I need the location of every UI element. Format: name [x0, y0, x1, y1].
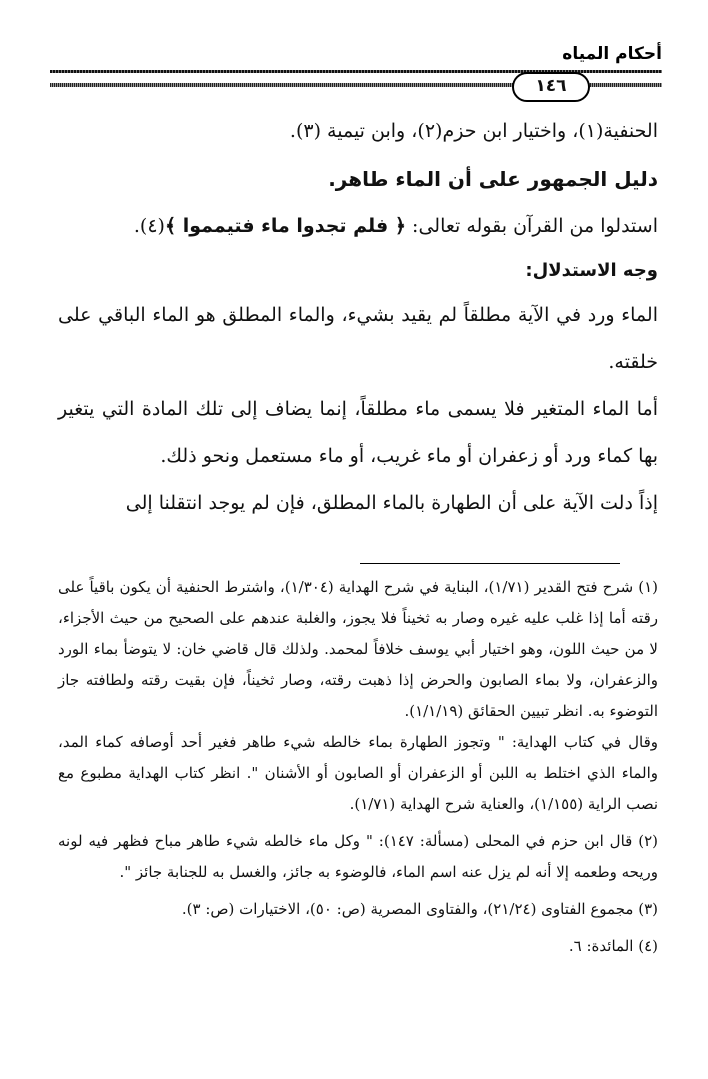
intro-line: الحنفية(١)، واختيار ابن حزم(٢)، وابن تيمية (٣). — [289, 120, 658, 142]
footnote-3: (٣) مجموع الفتاوى (٢١/٢٤)، والفتاوى المصرية (ص: ٥٠)، الاختيارات (ص: ٣). — [181, 900, 658, 918]
page-header — [50, 38, 662, 110]
paragraph-2: أما الماء المتغير فلا يسمى ماء مطلقاً، إنما يضاف إلى تلك المادة التي يتغير بها كماء ورد أو زعفران أو ماء غريب، أو ماء مستعمل ونحو ذلك. — [58, 398, 658, 467]
paragraph-3: إذاً دلت الآية على أن الطهارة بالماء المطلق، فإن لم يوجد انتقلنا إلى — [125, 492, 658, 514]
footnote-1-continued: وقال في كتاب الهداية: " وتجوز الطهارة بماء خالطه شيء طاهر فغير أحد أوصافه كماء المد، والماء الذي اختلط به اللبن أو الزعفران أو الصابون أو الأشنان ". انظر كتاب الهداية مطبوع مع نصب الراية (١/١٥٥)، والعناية شرح الهداية (١/٧١). — [58, 733, 658, 813]
main-text — [58, 108, 658, 527]
section-heading: دليل الجمهور على أن الماء طاهر. — [328, 167, 658, 191]
quran-verse: ﴿ فلم تجدوا ماء فتيمموا ﴾ — [164, 215, 406, 237]
book-title: أحكام المياه — [562, 44, 662, 64]
paragraph-1: الماء ورد في الآية مطلقاً لم يقيد بشيء، والماء المطلق هو الماء الباقي على خلقته. — [58, 304, 658, 373]
subheading: وجه الاستدلال: — [525, 260, 658, 281]
footnote-2: (٢) قال ابن حزم في المحلى (مسألة: ١٤٧): " وكل ماء خالطه شيء طاهر مباح فظهر فيه لونه وريحه وطعمه إلا أنه لم يزل عنه اسم الماء، فالوضوء به جائز، والغسل به للجنابة جائز ". — [58, 832, 658, 881]
footnote-1: (١) شرح فتح القدير (١/٧١)، البناية في شرح الهداية (١/٣٠٤)، واشترط الحنفية أن يكون باقياً على رقته أما إذا غلب عليه غيره وصار به ثخيناً فلا يجوز، والغلبة عندهم على الصحيح من حيث الأجزاء، لا من حيث اللون، وهو اختيار أبي يوسف خلافاً لمحمد. ولذلك قال قاضي خان: لا يتوضأ بماء الورد والزعفران، ولا بماء الصابون والحرض إذا ذهبت رقته، وصار ثخيناً، فإن بقيت رقته ولطافته جاز التوضوء به. انظر تبيين الحقائق (١/١/١٩). — [58, 578, 658, 720]
evidence-line — [58, 203, 658, 250]
evidence-prefix: استدلوا من القرآن بقوله تعالى: — [412, 215, 658, 237]
footnotes — [58, 572, 658, 962]
evidence-note: (٤). — [133, 215, 165, 237]
page-number: ١٤٦ — [512, 72, 590, 102]
footnote-separator — [360, 563, 620, 564]
footnote-4: (٤) المائدة: ٦. — [568, 937, 658, 955]
